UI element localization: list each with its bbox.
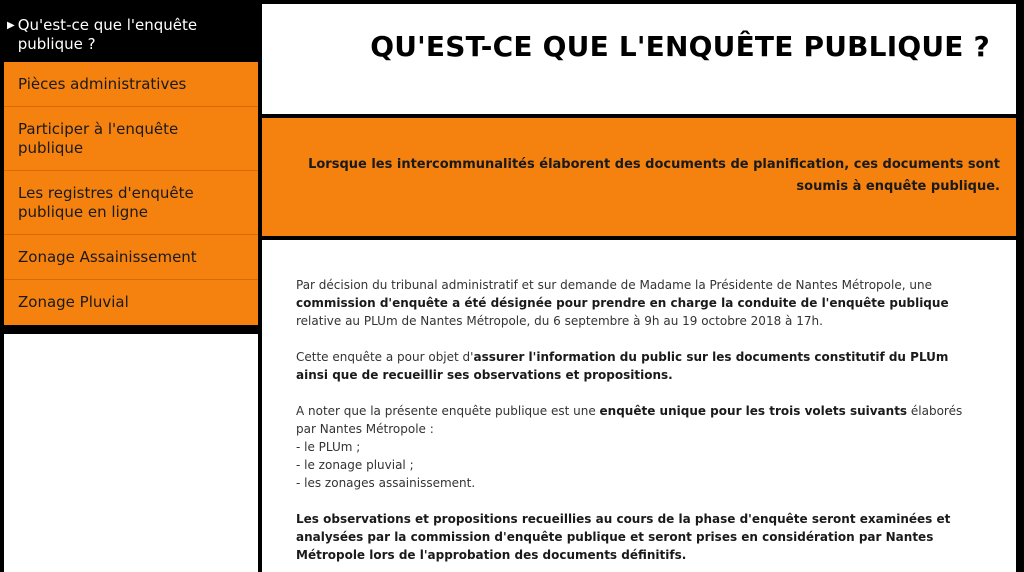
text-run-bold: commission d'enquête a été désignée pour prendre en charge la conduite de l'enquête publique	[296, 296, 949, 310]
paragraph-observations	[296, 510, 976, 564]
sidebar-item-label: Les registres d'enquête publique en ligne	[18, 183, 194, 221]
sidebar-item-label: Pièces administratives	[18, 74, 187, 93]
page-title: QU'EST-CE QUE L'ENQUÊTE PUBLIQUE ?	[370, 30, 990, 63]
sidebar-empty-panel	[4, 334, 258, 572]
intro-text: Lorsque les intercommunalités élaborent des documents de planification, ces documents sont soumis à enquête publique.	[308, 157, 1000, 194]
text-run: relative au PLUm de Nantes Métropole, du 6 septembre à 9h au 19 octobre 2018 à 17h.	[296, 314, 823, 328]
intro-banner	[262, 118, 1016, 236]
text-run: Cette enquête a pour objet d'	[296, 350, 474, 364]
paragraph-volets	[296, 402, 976, 492]
paragraph-commission	[296, 276, 976, 330]
sidebar-item-registres-en-ligne[interactable]	[4, 171, 258, 235]
main-content	[262, 240, 1016, 572]
sidebar-menu	[4, 62, 258, 325]
sidebar-item-label: Qu'est-ce que l'enquête publique ?	[17, 16, 198, 53]
text-run: Par décision du tribunal administratif et sur demande de Madame la Présidente de Nantes Métropole, une	[296, 278, 932, 292]
paragraph-objet	[296, 348, 976, 384]
sidebar-item-label: Zonage Pluvial	[18, 293, 129, 311]
sidebar-item-participer[interactable]	[4, 107, 258, 171]
sidebar-item-zonage-pluvial[interactable]	[4, 280, 258, 325]
sidebar-item-pieces-administratives[interactable]	[4, 62, 258, 107]
sidebar-item-label: Zonage Assainissement	[18, 247, 197, 266]
text-run-bold: enquête unique pour les trois volets suivants	[599, 404, 908, 418]
triangle-right-icon: ▶	[7, 20, 15, 31]
page-title-panel	[262, 4, 1016, 114]
sidebar-nav	[4, 4, 258, 572]
list-item: - le PLUm ;	[296, 440, 361, 454]
list-item: - le zonage pluvial ;	[296, 458, 414, 472]
sidebar-item-zonage-assainissement[interactable]	[4, 235, 258, 280]
text-run: élaborés par Nantes Métropole :	[296, 404, 963, 436]
sidebar-item-active[interactable]	[4, 4, 258, 62]
text-run: A noter que la présente enquête publique est une	[296, 404, 600, 418]
text-run-bold: assurer l'information du public sur les documents constitutif du PLUm ainsi que de recueillir ses observations et propositions.	[296, 350, 949, 382]
text-run-bold: Les observations et propositions recueillies au cours de la phase d'enquête seront examinées et analysées par la commission d'enquête publique et seront prises en considération par Nantes Métropole lors de l'approbation des documents définitifs.	[296, 512, 951, 562]
list-item: - les zonages assainissement.	[296, 476, 476, 490]
sidebar-item-label: Participer à l'enquête publique	[18, 119, 179, 157]
